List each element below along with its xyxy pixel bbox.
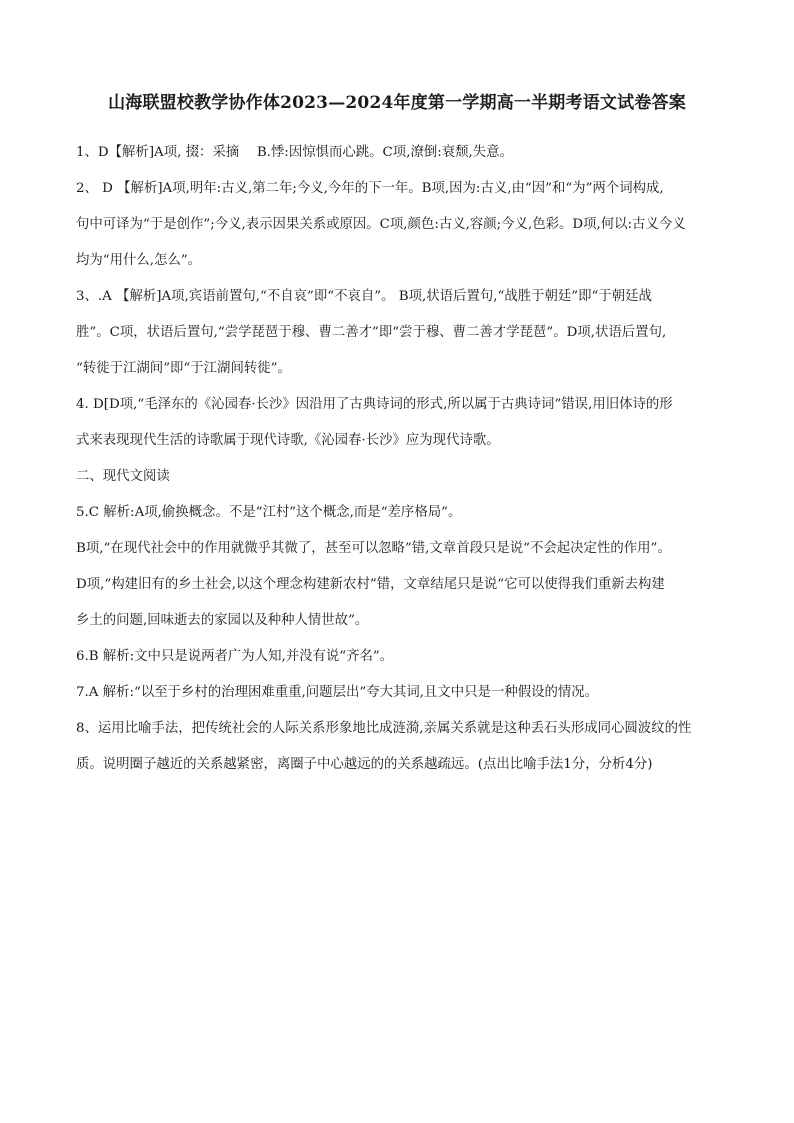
answer-line-3c: “转徙于江湖间”即“于江湖间转徙”。 bbox=[76, 361, 291, 376]
answer-line-8b: 质。说明圈子越近的关系越紧密，离圈子中心越远的的关系越疏远。(点出比喻手法1分，分析4分) bbox=[76, 757, 653, 772]
answer-line-3a: 3、.A 【解析]A项,宾语前置句,“不自哀”即“不哀自”。 B项,状语后置句,“战胜于朝廷”即“于朝廷战 bbox=[76, 289, 652, 304]
answer-line-6: 6.B 解析:文中只是说两者广为人知,并没有说“齐名”。 bbox=[76, 649, 394, 664]
answer-line-2c: 均为“用什么,怎么”。 bbox=[76, 253, 202, 268]
answer-line-5c: D项,“构建旧有的乡土社会,以这个理念构建新农村”错，文章结尾只是说“它可以使得我们重新去构建 bbox=[76, 577, 665, 592]
answer-line-2a: 2、 D 【解析]A项,明年:古义,第二年;今义,今年的下一年。B项,因为:古义,由“因”和“为”两个词构成, bbox=[76, 181, 664, 196]
answer-line-4a: 4. D[D项,“毛泽东的《沁园春·长沙》因沿用了古典诗词的形式,所以属于古典诗词”错误,用旧体诗的形 bbox=[76, 397, 673, 412]
answer-line-5d: 乡土的问题,回味逝去的家园以及种种人情世故”。 bbox=[76, 613, 369, 628]
answer-line-7: 7.A 解析:“以至于乡村的治理困难重重,问题层出”夸大其词,且文中只是一种假设的情况。 bbox=[76, 685, 599, 700]
answer-line-3b: 胜”。C项，状语后置句,“尝学琵琶于穆、曹二善才”即“尝于穆、曹二善才学琵琶”。D项,状语后置句, bbox=[76, 325, 667, 340]
answer-line-1: 1、D【解析]A项, 掇：采摘 B.悸:因惊惧而心跳。C项,潦倒:衰颓,失意。 bbox=[76, 145, 513, 160]
answer-line-5a: 5.C 解析:A项,偷换概念。不是“江村”这个概念,而是“差序格局”。 bbox=[76, 505, 462, 520]
answer-line-2b: 句中可译为“于是创作”;今义,表示因果关系或原因。C项,颜色:古义,容颜;今义,色彩。D项,何以:古义今义 bbox=[76, 217, 686, 232]
answer-line-4b: 式来表现现代生活的诗歌属于现代诗歌,《沁园春·长沙》应为现代诗歌。 bbox=[76, 433, 500, 448]
answer-line-5b: B项,“在现代社会中的作用就微乎其微了，甚至可以忽略”错,文章首段只是说“不会起决定性的作用”。 bbox=[76, 541, 671, 556]
page-title: 山海联盟校教学协作体2023—2024年度第一学期高一半期考语文试卷答案 bbox=[108, 93, 686, 113]
answer-body bbox=[76, 140, 734, 788]
answer-line-8a: 8、运用比喻手法，把传统社会的人际关系形象地比成涟漪,亲属关系就是这种丢石头形成同心圆波纹的性 bbox=[76, 721, 692, 736]
section-heading-modern-reading: 二、现代文阅读 bbox=[76, 469, 170, 484]
